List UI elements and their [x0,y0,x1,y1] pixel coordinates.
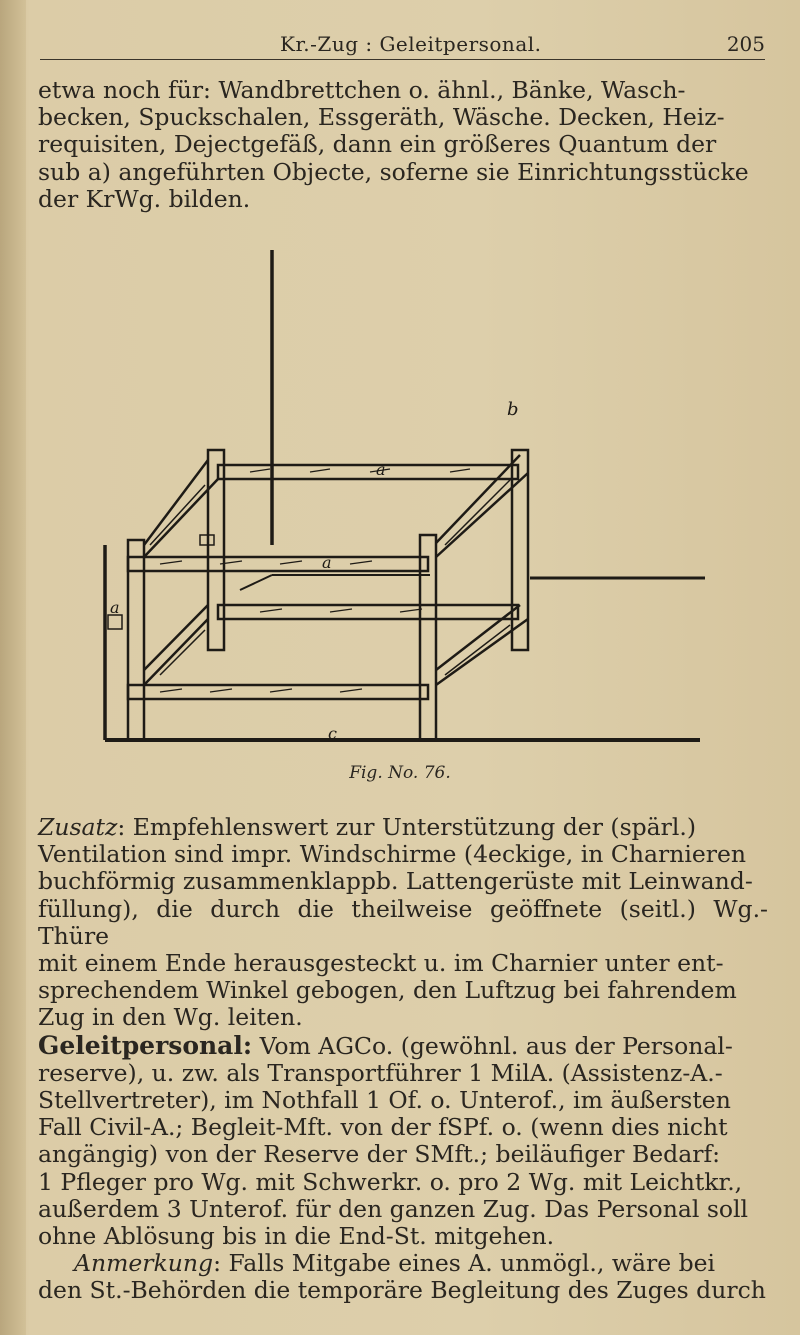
anmerkung-text: : Falls Mitgabe eines A. unmögl., wäre bei [213,1249,716,1278]
zusatz-text: : Empfehlenswert zur Unterstützung der (spärl.) [117,813,697,841]
zusatz-line [38,814,768,841]
page-gutter [0,0,26,1335]
text-line: requisiten, Dejectgefäß, dann ein größeres Quantum der [38,130,717,159]
figure-76-frame-drawing [100,245,710,760]
paragraph-continuation [38,77,768,213]
anmerkung-lead: Anmerkung [74,1249,214,1278]
text-line: den St.-Behörden die temporäre Begleitung des Zuges durch [38,1276,766,1305]
section-heading: Geleitpersonal: [38,1030,253,1060]
text-line: außerdem 3 Unterof. für den ganzen Zug. Das Personal soll [38,1194,749,1223]
anmerkung-line [38,1250,768,1277]
figure-label-a-upper: a [376,460,386,479]
text-line: becken, Spuckschalen, Essgeräth, Wäsche. Decken, Heiz- [38,103,725,132]
text-line: Zug in den Wg. leiten. [38,1003,303,1032]
figure-label-a-left: a [110,598,120,617]
figure-label-c: c [328,724,337,743]
text-line: reserve), u. zw. als Transportführer 1 MilA. (Assistenz-A.- [38,1058,723,1087]
zusatz-lead: Zusatz [38,813,118,841]
figure-label-b: b [507,399,519,420]
text-line: etwa noch für: Wandbrettchen o. ähnl., Bänke, Wasch- [38,76,686,104]
text-line: buchförmig zusammenklappb. Lattengerüste mit Leinwand- [38,867,753,896]
geleitpersonal-line [38,1032,768,1060]
text-line: Fall Civil-A.; Begleit-Mft. von der fSPf. o. (wenn dies nicht [38,1113,728,1142]
text-line: Ventilation sind impr. Windschirme (4eckige, in Charnieren [38,840,747,869]
text-line: füllung), die durch die theilweise geöffnete (seitl.) Wg.-Thüre [38,894,768,950]
header-rule [40,59,765,60]
geleitpersonal-text: Vom AGCo. (gewöhnl. aus der Personal- [252,1031,733,1060]
text-line: sprechendem Winkel gebogen, den Luftzug bei fahrendem [38,976,737,1005]
figure-caption: Fig. No. 76. [349,763,451,783]
body-text [38,814,768,1305]
page-number: 205 [726,32,765,56]
text-line: der KrWg. bilden. [38,184,251,213]
text-line: 1 Pfleger pro Wg. mit Schwerkr. o. pro 2 Wg. mit Leichtkr., [38,1167,743,1196]
text-line: Stellvertreter), im Nothfall 1 Of. o. Unterof., im äußersten [38,1086,731,1115]
text-line: ohne Ablösung bis in die End-St. mitgehen. [38,1222,555,1251]
figure-label-a: a [322,553,332,572]
running-header [40,28,765,60]
text-line: sub a) angeführten Objecte, soferne sie Einrichtungsstücke [38,157,749,186]
text-line: angängig) von der Reserve der SMft.; beiläufiger Bedarf: [38,1140,721,1169]
text-line: mit einem Ende herausgesteckt u. im Charnier unter ent- [38,949,724,978]
header-title: Kr.-Zug : Geleitpersonal. [280,32,542,56]
